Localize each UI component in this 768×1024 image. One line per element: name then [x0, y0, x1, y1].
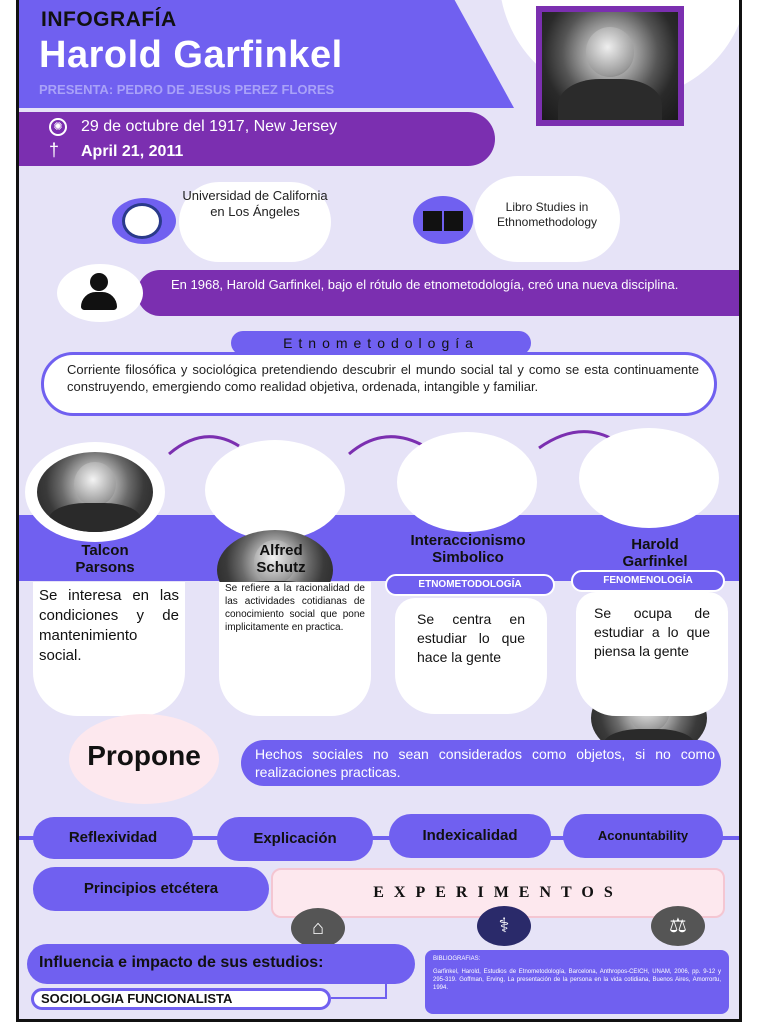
person-icon-body — [81, 292, 117, 310]
influencia-item: SOCIOLOGIA FUNCIONALISTA — [41, 991, 233, 1006]
card-parsons: Se interesa en las condiciones y de mantenimiento social. — [33, 582, 185, 716]
principle-explicacion: Explicación — [217, 817, 373, 861]
birth-date: 29 de octubre del 1917, New Jersey — [81, 118, 338, 135]
principle-reflexividad: Reflexividad — [33, 817, 193, 859]
main-portrait-frame — [536, 6, 684, 126]
tag-etnometodologia: ETNOMETODOLOGÍA — [385, 574, 555, 596]
etnometodologia-title: Etnometodología — [231, 331, 531, 355]
person-circle-2 — [205, 440, 345, 540]
cross-icon: † — [49, 140, 60, 160]
bibliography-title: BIBLIOGRAFIAS: — [433, 956, 481, 962]
tag-fenomenologia: FENOMENOLOGÍA — [571, 570, 725, 592]
page-title: Harold Garfinkel — [39, 34, 343, 76]
principle-etcetera: Principios etcétera — [33, 867, 269, 911]
person-name-3: Interaccionismo Simbolico — [410, 532, 526, 566]
connector-line — [385, 984, 387, 998]
propone-text: Hechos sociales no sean considerados como objetos, si no como realizaciones practicas. — [255, 746, 715, 780]
death-date: April 21, 2011 — [81, 143, 184, 160]
influencia-title: Influencia e impacto de sus estudios: — [39, 954, 324, 971]
book-bubble: Libro Studies in Ethnomethodology — [474, 176, 620, 262]
infographic-frame — [16, 0, 742, 1022]
person-name-2: Alfred Schutz — [256, 542, 306, 576]
person-name-1: Talcon Parsons — [75, 542, 135, 576]
definition-text: Corriente filosófica y sociológica pretendiendo descubrir el mundo social tal y como se esta continuamente construyendo, emergiendo como realidad objetiva, ordenada, intangible y familiar. — [67, 362, 699, 394]
propone-label: Propone — [87, 740, 201, 771]
year-1968-text: En 1968, Harold Garfinkel, bajo el rótulo de etnometodología, creó una nueva disciplina. — [171, 277, 679, 292]
sun-icon: ✺ — [49, 118, 67, 136]
person-name-4: Harold Garfinkel — [622, 536, 688, 570]
person-icon — [90, 273, 108, 291]
header-kicker: INFOGRAFÍA — [41, 8, 177, 31]
house-icon: ⌂ — [291, 908, 345, 948]
caduceus-icon: ⚕ — [477, 906, 531, 946]
presenter-line: PRESENTA: PEDRO DE JESUS PEREZ FLORES — [39, 82, 335, 97]
person-circle-4 — [579, 428, 719, 528]
connector-line-h — [331, 997, 387, 999]
experimentos-banner: EXPERIMENTOS — [271, 868, 725, 918]
principle-accountability: Aconuntability — [563, 814, 723, 858]
person-circle-3 — [397, 432, 537, 532]
book-icon — [423, 211, 463, 231]
university-bubble: Universidad de California en Los Ángeles — [179, 182, 331, 262]
card-schutz: Se refiere a la racionalidad de las actividades cotidianas de conocimiento social que pone implicitamente en practica. — [219, 582, 371, 716]
portrait-parsons — [37, 452, 153, 532]
main-portrait — [542, 12, 678, 120]
principle-indexicalidad: Indexicalidad — [389, 814, 551, 858]
university-seal-icon — [122, 203, 162, 239]
card-interaccionismo: Se centra en estudiar lo que hace la gente — [395, 598, 547, 714]
card-garfinkel: Se ocupa de estudiar a lo que piensa la gente — [576, 592, 728, 716]
bibliography-entries: Garfinkel, Harold, Estudios de Etnometodología, Barcelona, Anthropos-CEICH, UNAM, 2006, pp. 9-12 y 295-319. Goffman, Erving, La presentación de la persona en la vida cotidiana, Buenos Aires, Amorrortu, 1994. — [433, 969, 721, 991]
scales-icon: ⚖ — [651, 906, 705, 946]
